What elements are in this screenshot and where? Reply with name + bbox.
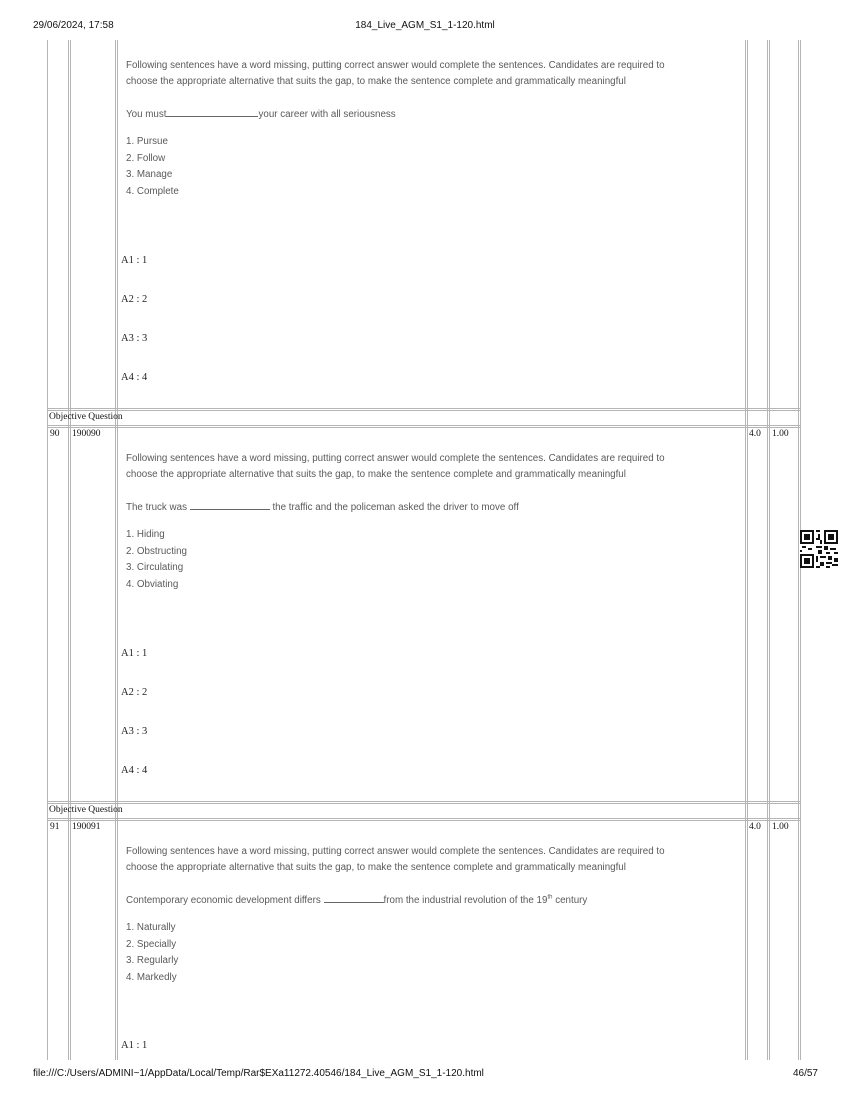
question-type-label: Objective Question	[49, 805, 123, 815]
question-id: 190090	[72, 429, 101, 439]
question-number: 91	[50, 822, 60, 832]
option-item: 4. Obviating	[126, 578, 179, 590]
question-90-body	[126, 451, 746, 593]
answer-item: A4 : 4	[121, 372, 148, 383]
option-item: 4. Markedly	[126, 971, 177, 983]
answer-item: A1 : 1	[121, 255, 148, 266]
option-item: 1. Hiding	[126, 529, 165, 540]
option-item: 1. Naturally	[126, 922, 176, 933]
question-id: 190091	[72, 822, 101, 832]
answer-item: A2 : 2	[121, 294, 148, 305]
option-item: 4. Complete	[126, 185, 179, 197]
option-item: 1. Pursue	[126, 136, 168, 147]
answer-item: A1 : 1	[121, 1040, 148, 1051]
instruction-line-2: choose the appropriate alternative that suits the gap, to make the sentence complete and grammatically meaningful	[126, 76, 626, 87]
option-item: 3. Regularly	[126, 955, 179, 966]
instruction-line-2: choose the appropriate alternative that suits the gap, to make the sentence complete and grammatically meaningful	[126, 862, 626, 873]
print-title: 184_Live_AGM_S1_1-120.html	[355, 20, 495, 31]
question-89-body	[126, 58, 746, 200]
qr-code-icon	[800, 530, 838, 568]
question-marks: 4.0	[749, 429, 761, 439]
instruction-line-1: Following sentences have a word missing, putting correct answer would complete the sentences. Candidates are required to	[126, 60, 665, 71]
question-sentence: You must your career with all seriousness	[126, 109, 396, 120]
instruction-line-1: Following sentences have a word missing, putting correct answer would complete the sentences. Candidates are required to	[126, 846, 665, 857]
option-list	[126, 527, 746, 593]
question-sentence: The truck was the traffic and the policeman asked the driver to move off	[126, 502, 519, 513]
print-page-number: 46/57	[792, 1068, 818, 1079]
question-91-body	[126, 844, 746, 986]
question-sentence: Contemporary economic development differs from the industrial revolution of the 19th century	[126, 894, 588, 906]
option-item: 3. Manage	[126, 169, 173, 180]
instruction-line-2: choose the appropriate alternative that suits the gap, to make the sentence complete and grammatically meaningful	[126, 469, 626, 480]
answer-item: A4 : 4	[121, 765, 148, 776]
option-item: 2. Obstructing	[126, 545, 187, 557]
question-negative-marks: 1.00	[772, 429, 789, 439]
question-negative-marks: 1.00	[772, 822, 789, 832]
option-item: 2. Follow	[126, 152, 166, 164]
print-datetime: 29/06/2024, 17:58	[33, 20, 114, 31]
print-file-path: file:///C:/Users/ADMINI~1/AppData/Local/Temp/Rar$EXa11272.40546/184_Live_AGM_S1_1-120.html	[33, 1068, 484, 1079]
option-item: 2. Specially	[126, 938, 177, 950]
option-list	[126, 920, 746, 986]
instruction-line-1: Following sentences have a word missing, putting correct answer would complete the sentences. Candidates are required to	[126, 453, 665, 464]
answer-item: A2 : 2	[121, 687, 148, 698]
question-marks: 4.0	[749, 822, 761, 832]
answer-item: A1 : 1	[121, 648, 148, 659]
question-number: 90	[50, 429, 60, 439]
question-type-label: Objective Question	[49, 412, 123, 422]
option-list	[126, 134, 746, 200]
answer-item: A3 : 3	[121, 333, 148, 344]
option-item: 3. Circulating	[126, 562, 184, 573]
answer-item: A3 : 3	[121, 726, 148, 737]
